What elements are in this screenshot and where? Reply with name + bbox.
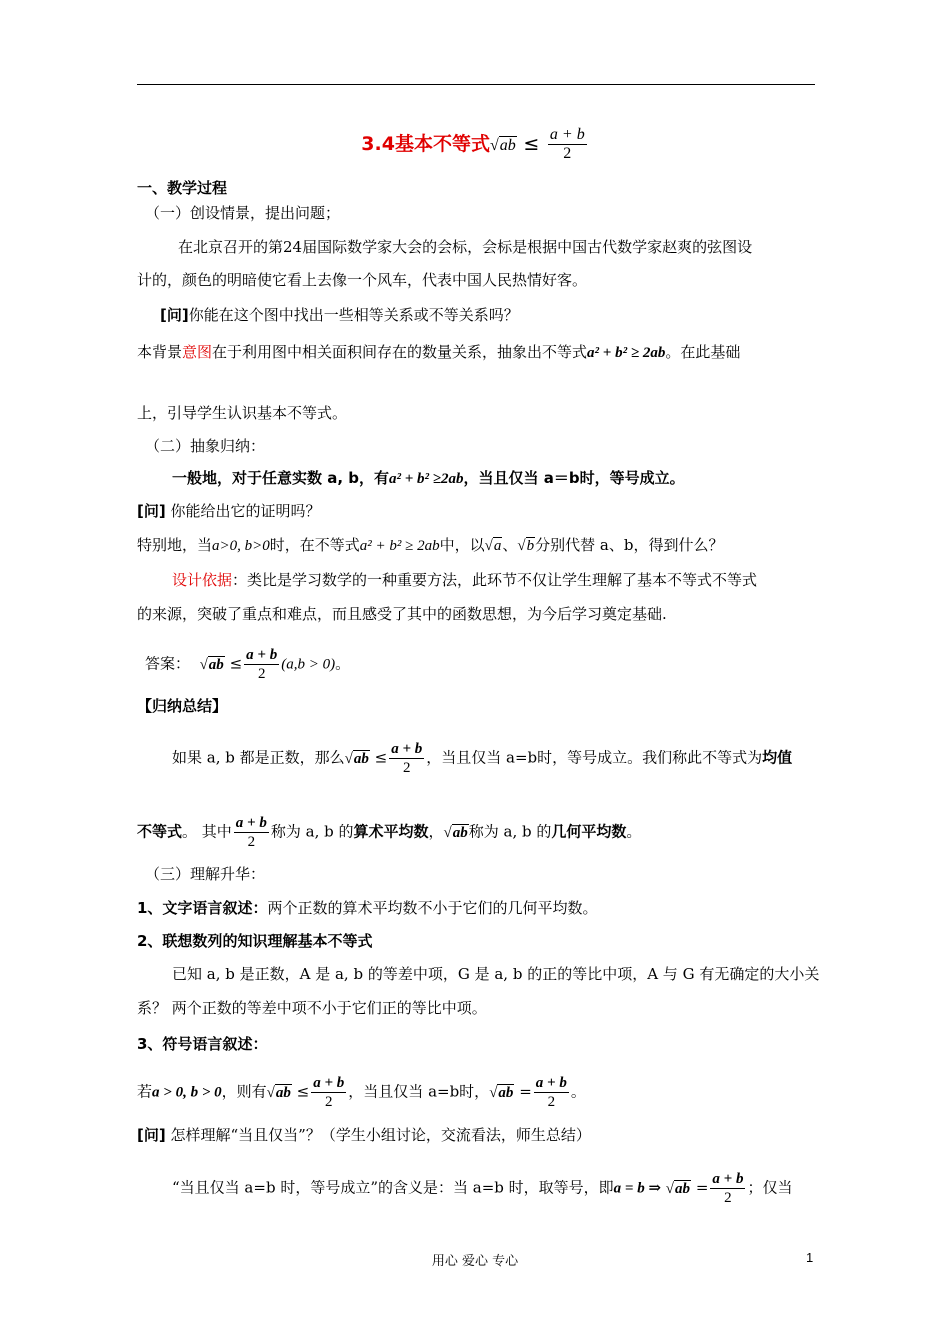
paragraph-9: “当且仅当 a=b 时，等号成立”的含义是：当 a=b 时，取等号，即a = b ⇒ √ab = $\frac{a + b}{2}$ ；仅当 xyxy=(172,1171,793,1206)
paragraph-2b: 上，引导学生认识基本不等式。 xyxy=(137,404,348,422)
paragraph-7a: 已知 a, b 是正数，A 是 a, b 的等差中项，G 是 a, b 的正的等比中项，A 与 G 有无确定的大小关 xyxy=(172,965,820,983)
paragraph-5: 设计依据：类比是学习数学的一种重要方法，此环节不仅让学生理解了基本不等式不等式 xyxy=(172,571,758,589)
paragraph-1b: 计的，颜色的明暗使它看上去像一个风车，代表中国人民热情好客。 xyxy=(137,271,588,289)
page-number: 1 xyxy=(806,1250,814,1265)
paragraph-5b: 的来源，突破了重点和难点，而且感受了其中的函数思想，为今后学习奠定基础. xyxy=(137,605,667,623)
section-heading-1: 一、教学过程 xyxy=(137,179,228,197)
heading-3: 3、符号语言叙述： xyxy=(137,1035,268,1053)
footer-text: 用心 爱心 专心 xyxy=(431,1254,519,1269)
paragraph-4: 特别地，当a>0, b>0时，在不等式a² + b² ≥ 2ab中，以√a、√b分别代替 a、b，得到什么？ xyxy=(137,536,724,554)
title-leq: ≤ xyxy=(523,133,540,155)
paragraph-2: 本背景意图在于利用图中相关面积间存在的数量关系，抽象出不等式a² + b² ≥ 2ab。在此基础 xyxy=(137,343,741,361)
paragraph-7b: 系？ 两个正数的等差中项不小于它们正的等比中项。 xyxy=(137,999,487,1017)
question-2: [问] 你能给出它的证明吗？ xyxy=(137,502,321,520)
question-1: [问]你能在这个图中找出一些相等关系或不等关系吗？ xyxy=(160,306,519,324)
paragraph-1a: 在北京召开的第24届国际数学家大会的会标，会标是根据中国古代数学家赵爽的弦图设 xyxy=(178,238,753,256)
title-fraction: $\frac{a + b}{2}$ xyxy=(549,126,585,162)
heading-2: 2、联想数列的知识理解基本不等式 xyxy=(137,932,373,950)
summary-heading: 【归纳总结】 xyxy=(137,697,228,715)
page-title xyxy=(0,126,950,163)
answer: 答案： √ab ≤ $\frac{a + b}{2}$ (a,b > 0)。 xyxy=(145,647,351,682)
paragraph-6b: 不等式。 其中 $\frac{a + b}{2}$ 称为 a, b 的算术平均数，√ab称为 a, b 的几何平均数。 xyxy=(137,815,642,850)
paragraph-6: 如果 a, b 都是正数，那么√ab ≤ $\frac{a + b}{2}$ ，当且仅当 a=b时，等号成立。我们称此不等式为均值 xyxy=(172,741,793,776)
question-3: [问] 怎样理解“当且仅当”？（学生小组讨论，交流看法，师生总结） xyxy=(137,1126,591,1144)
title-text: 3.4基本不等式 xyxy=(361,133,490,155)
heading-1: 1、文字语言叙述：两个正数的算术平均数不小于它们的几何平均数。 xyxy=(137,899,598,917)
paragraph-3: 一般地，对于任意实数 a, b，有a² + b² ≥2ab，当且仅当 a＝b时，等号成立。 xyxy=(172,469,685,487)
subsection-1: （一）创设情景，提出问题； xyxy=(145,204,341,222)
header-rule xyxy=(137,84,815,85)
paragraph-8: 若a > 0, b > 0，则有√ab ≤ $\frac{a + b}{2}$ ，当且仅当 a=b时，√ab = $\frac{a + b}{2}$ 。 xyxy=(137,1075,586,1110)
subsection-2: （二）抽象归纳： xyxy=(145,437,266,455)
title-sqrt: √ab xyxy=(489,137,516,154)
subsection-3: （三）理解升华： xyxy=(145,865,266,883)
